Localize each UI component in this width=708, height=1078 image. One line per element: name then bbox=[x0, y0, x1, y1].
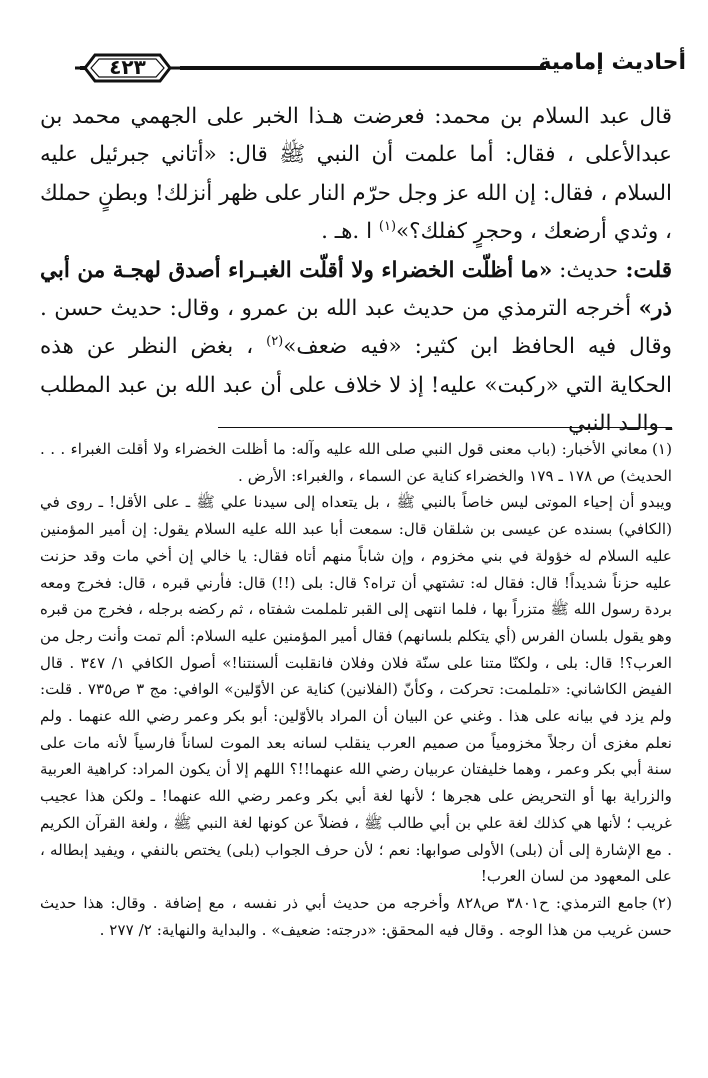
hadith-quote: «ما أظلّت الخضراء ولا أقلّت الغبـراء أصدق لهجـة من أبي ذر» bbox=[40, 257, 672, 322]
running-title: أحاديث إمامية bbox=[538, 50, 686, 75]
footnote-1-text: معاني الأخبار: (باب معنى قول النبي صلى الله عليه وآله: ما أظلت الخضراء ولا أقلت الغبراء . . . الحديث) ص ١٧٨ ـ ١٧٩ والخضراء كناية عن السماء ، والغبراء: الأرض . bbox=[40, 440, 672, 485]
main-text bbox=[40, 98, 672, 444]
footnote-2 bbox=[40, 890, 672, 943]
header-rule-right bbox=[180, 66, 546, 70]
paragraph-2-lead: قلت: bbox=[618, 257, 672, 283]
paragraph-2-c: ، بغض النظر عن هذه الحكاية التي «ركبت» عليه! إذ لا خلاف على أن عبد الله بن عبد المطلب ـ والـد النبي bbox=[40, 334, 672, 437]
paragraph-2 bbox=[40, 252, 672, 444]
footnote-2-number: (٢) bbox=[651, 893, 672, 912]
page-number: ٤٢٣ bbox=[109, 55, 146, 79]
footnote-separator bbox=[218, 427, 672, 428]
paragraph-2-b: أخرجه الترمذي من حديث عبد الله بن عمرو ، وقال: حديث حسن . وقال فيه الحافظ ابن كثير: «فيه ضعف» bbox=[40, 296, 672, 360]
footnote-ref-1[interactable]: (١) bbox=[378, 219, 397, 235]
footnote-2-text: جامع الترمذي: ح٣٨٠١ ص٨٢٨ وأخرجه من حديث أبي ذر نفسه ، مع إضافة . وقال: هذا حديث حسن غريب من هذا الوجه . وقال فيه المحقق: «درجته: ضعيف» . والبداية والنهاية: ٢/ ٢٧٧ . bbox=[40, 893, 672, 939]
paragraph-1 bbox=[40, 98, 672, 252]
paragraph-1-end: ا .هـ . bbox=[321, 219, 379, 245]
page-header bbox=[30, 38, 686, 96]
paragraph-2-a: حديث: bbox=[552, 257, 619, 283]
paragraph-1-text: قال عبد السلام بن محمد: فعرضت هـذا الخبر على الجهمي محمد بن عبدالأعلى ، فقال: أما علمت أن النبي ﷺ قال: «أتاني جبرئيل عليه السلام ، فقال: إن الله عز وجل حرّم النار على ظهر أنزلك! وبطنٍ حملك ، وثدي أرضعك ، وحجرٍ كفلك؟» bbox=[40, 104, 672, 245]
footnote-1 bbox=[40, 436, 672, 489]
footnote-ref-2[interactable]: (٢) bbox=[266, 334, 284, 350]
footnote-1-number: (١) bbox=[651, 440, 672, 458]
footnotes bbox=[40, 436, 672, 943]
footnote-1-continuation: ويبدو أن إحياء الموتى ليس خاصاً بالنبي ﷺ ، بل يتعداه إلى سيدنا علي ﷺ ـ على الأقل! ـ روى في (الكافي) بسنده عن عيسى بن شلقان قال: سمعت أبا عبد الله عليه السلام يقول: إن أمير المؤمنين عليه السلام له خؤولة في بني مخزوم ، وإن شاباً منهم أتاه فقال: يا خالي إن أخي مات وقد حزنت عليه حزناً شديداً! قال: فقال له: تشتهي أن تراه؟ قال: بلى (!!) قال: فأرني قبره ، قال: فخرج ومعه بردة رسول الله ﷺ متزراً بها ، فلما انتهى إلى القبر تلملمت شفتاه ، ثم ركضه برجله ، فخرج من قبره وهو يقول بلسان الفرس (أي يتكلم بلسانهم) فقال أمير المؤمنين عليه السلام: ألم تمت وأنت رجل من العرب؟! قال: بلى ، ولكنّا متنا على سنّة فلان وفلان فانقلبت ألسنتنا!» أصول الكافي ١/ ٣٤٧ . قال الفيض الكاشاني: «تلملمت: تحركت ، وكأنّ (الفلانين) كناية عن الأوّلين» الوافي: مج ٣ ص٧٣٥ . قلت: ولم يزد في بيانه على هذا . وغني عن البيان أن المراد بالأوّلين: أبو بكر وعمر رضي الله عنهما . ولم نعلم مغزى أن رجلاً مخزومياً من صميم العرب ينقلب لسانه بعد الموت لساناً فارسياً لأنه مات على سنة أبي بكر وعمر ، وهما خليفتان عربيان رضي الله عنهما!!؟ اللهم إلا أن يكون المراد: كراهية العربية والزراية بها أو التحريض على هجرها ؛ لأنها لغة أبي بكر وعمر رضي الله عنهما! ـ ولكن هذا عجيب غريب ؛ لأنها هي كذلك لغة علي بن أبي طالب ﷺ ، فضلاً عن كونها لغة النبي ﷺ ، ولغة القرآن الكريم . مع الإشارة إلى أن (بلى) الأولى صوابها: نعم ؛ لأن حرف الجواب (بلى) يختص بالنفي ، ويفيد إبطاله ، على المعهود من لسان العرب! bbox=[40, 493, 672, 886]
